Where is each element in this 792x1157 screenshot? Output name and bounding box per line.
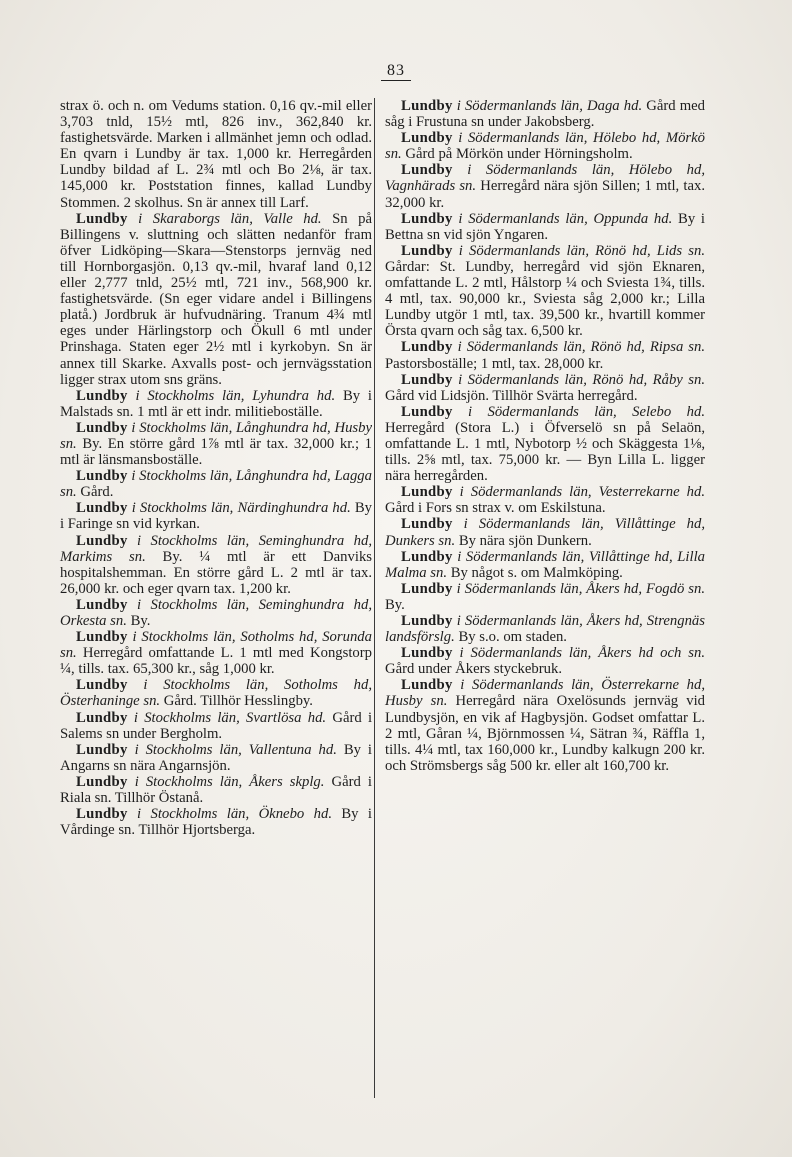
headword: Lundby — [76, 741, 128, 758]
headword: Lundby — [76, 387, 128, 404]
location: i Södermanlands län, Åkers hd, Strengnäs landsförslg. — [385, 613, 705, 646]
location: i Stockholms län, Lyhundra hd. — [135, 387, 336, 404]
location: i Södermanlands län, Oppunda hd. — [458, 210, 673, 227]
entry: Lundby i Skaraborgs län, Valle hd. Sn på Billingens v. sluttning och slätten nedanför fram öfver Lidköping—Skara—Stenstorps jernväg ned till Hornborgasjön. 0,13 qv.-mil, hvaraf land 0,12 eller 2,777 tnld, 25½ mtl, 721 inv., 568,900 kr. fastighetsvärde. (Sn eger vidare andel i Billingens platå.) Jordbruk är hufvudnäring. Tranum 4¾ mtl eges under Härlingstorp och Ökull 6 mtl under Prinshaga. Staten eger 2½ mtl i kyrkobyn. Sn är annex till Skarke. Axvalls post- och jernvägsstation ligger strax utom sns gräns. — [60, 210, 373, 388]
headword: Lundby — [76, 210, 128, 227]
location: i Stockholms län, Närdinghundra hd. — [131, 500, 351, 517]
entry: Lundby i Södermanlands län, Hölebo hd, Vagnhärads sn. Herregård nära sjön Sillen; 1 mtl, tax. 32,000 kr. — [385, 162, 706, 211]
entry: Lundby i Södermanlands län, Selebo hd. Herregård (Stora L.) i Öfverselö sn på Selaön, omfattande L. 1 mtl, Nybotorp ½ och Skäggesta 1⅛, tills. 2⅝ mtl, tax. 75,000 kr. — Byn Lilla L. ligger nära herregården. — [385, 403, 705, 485]
entry: Lundby i Stockholms län, Seminghundra hd, Orkesta sn. By. — [60, 596, 373, 629]
headword: Lundby — [401, 242, 453, 259]
entry: strax ö. och n. om Vedums station. 0,16 qv.-mil eller 3,703 tnld, 15½ mtl, 826 inv., 362,840 kr. fastighetsvärde. Marken i allmänhet jemn och odlad. En qvarn i Lundby är tax. 1,000 kr. Herregården Lundby bildad af L. 2¾ mtl och Bo 2⅛, är tax. 145,000 kr. Poststation finnes, kallad Lundby Stommen. 2 skolhus. Sn är annex till Larf. — [60, 98, 372, 211]
location: i Skaraborgs län, Valle hd. — [138, 210, 322, 227]
headword: Lundby — [401, 516, 453, 533]
location: i Södermanlands län, Österrekarne hd, Husby sn. — [385, 677, 705, 710]
entry: Lundby i Stockholms län, Vallentuna hd. By i Angarns sn nära Angarnsjön. — [60, 741, 372, 774]
headword: Lundby — [401, 130, 453, 147]
entry: Lundby i Stockholms län, Öknebo hd. By i Vårdinge sn. Tillhör Hjortsberga. — [60, 806, 372, 839]
headword: Lundby — [76, 677, 128, 694]
entry: Lundby i Stockholms län, Sotholms hd, Österhaninge sn. Gård. Tillhör Hesslingby. — [60, 677, 372, 710]
location: i Stockholms län, Svartlösa hd. — [133, 709, 327, 726]
page-number: 83 — [0, 62, 792, 80]
headword: Lundby — [76, 532, 128, 549]
entry: Lundby i Södermanlands län, Oppunda hd. By i Bettna sn vid sjön Yngaren. — [385, 210, 706, 243]
headword: Lundby — [76, 500, 128, 517]
entry: Lundby i Södermanlands län, Villåttinge hd, Lilla Malma sn. By något s. om Malmköping. — [385, 548, 706, 581]
entry: Lundby i Södermanlands län, Daga hd. Gård med såg i Frustuna sn under Jakobsberg. — [385, 98, 706, 131]
location: i Södermanlands län, Vesterrekarne hd. — [459, 484, 705, 501]
entry: Lundby i Stockholms län, Långhundra hd, Husby sn. By. En större gård 1⅞ mtl är tax. 32,000 kr.; 1 mtl är länsmansboställe. — [60, 419, 373, 469]
headword: Lundby — [76, 596, 128, 613]
entry: Lundby i Stockholms län, Sotholms hd, Sorunda sn. Herregård omfattande L. 1 mtl med Kongstorp ¼, tills. tax. 65,300 kr., såg 1,000 kr. — [60, 629, 373, 678]
entry: Lundby i Stockholms län, Åkers skplg. Gård i Riala sn. Tillhör Östanå. — [60, 773, 372, 807]
location: i Stockholms län, Långhundra hd, Husby sn. — [60, 419, 373, 452]
headword: Lundby — [401, 403, 453, 420]
location: i Södermanlands län, Rönö hd, Ripsa sn. — [457, 339, 706, 356]
headword: Lundby — [401, 677, 453, 694]
location: i Södermanlands län, Villåttinge hd, Lilla Malma sn. — [385, 548, 706, 581]
location: i Södermanlands län, Rönö hd, Lids sn. — [458, 242, 706, 259]
location: i Stockholms län, Öknebo hd. — [137, 806, 332, 823]
entry: Lundby i Stockholms län, Lyhundra hd. By i Malstads sn. 1 mtl är ett indr. militieboställe. — [60, 387, 372, 420]
location: i Stockholms län, Vallentuna hd. — [134, 741, 337, 758]
location: i Stockholms län, Åkers skplg. — [134, 773, 325, 790]
location: i Södermanlands län, Selebo hd. — [468, 403, 705, 420]
headword: Lundby — [401, 339, 453, 356]
headword: Lundby — [401, 162, 453, 179]
location: i Södermanlands län, Hölebo hd, Mörkö sn. — [385, 130, 705, 163]
location: i Södermanlands län, Åkers hd, Fogdö sn. — [456, 580, 706, 597]
location: i Södermanlands län, Villåttinge hd, Dunkers sn. — [385, 516, 706, 549]
headword: Lundby — [401, 580, 453, 597]
entry: Lundby i Stockholms län, Svartlösa hd. Gård i Salems sn under Bergholm. — [60, 709, 373, 742]
headword: Lundby — [401, 484, 453, 501]
headword: Lundby — [76, 806, 128, 823]
location: i Stockholms län, Sotholms hd, Österhaninge sn. — [60, 677, 372, 710]
headword: Lundby — [76, 629, 128, 646]
entry: Lundby i Södermanlands län, Åkers hd och sn. Gård under Åkers styckebruk. — [385, 645, 706, 678]
column-divider — [374, 98, 375, 1098]
entry: Lundby i Södermanlands län, Rönö hd, Råby sn. Gård vid Lidsjön. Tillhör Svärta herregård. — [385, 371, 706, 404]
right-column — [385, 98, 705, 774]
location: i Södermanlands län, Daga hd. — [456, 98, 643, 114]
headword: Lundby — [76, 709, 128, 726]
location: i Södermanlands län, Rönö hd, Råby sn. — [458, 371, 706, 388]
entry: Lundby i Stockholms län, Seminghundra hd, Markims sn. By. ¼ mtl är ett Danviks hospitalshemman. En större gård L. 2 mtl är tax. 26,000 kr. och eger qvarn tax. 1,200 kr. — [60, 532, 373, 597]
entry: Lundby i Södermanlands län, Rönö hd, Lids sn. Gårdar: St. Lundby, herregård vid sjön Eknaren, omfattande L. 2 mtl, Hålstorp ¼ och Sviesta 1¾, tills. 4 mtl, tax. 90,000 kr., Sviesta såg 2,000 kr.; Lilla Lundby utgör 1 mtl, tax. 39,500 kr., hvartill kommer Örsta qvarn och såg tax. 6,500 kr. — [385, 242, 706, 340]
location: i Stockholms län, Sotholms hd, Sorunda sn. — [60, 629, 372, 662]
location: i Stockholms län, Seminghundra hd, Markims sn. — [60, 532, 373, 565]
location: i Stockholms län, Seminghundra hd, Orkesta sn. — [60, 596, 373, 629]
location: i Stockholms län, Långhundra hd, Lagga sn. — [60, 468, 372, 501]
left-column — [60, 98, 372, 838]
headword: Lundby — [401, 645, 453, 662]
entry: Lundby i Södermanlands län, Åkers hd, Fogdö sn. By. — [385, 580, 706, 613]
entry: Lundby i Södermanlands län, Villåttinge hd, Dunkers sn. By nära sjön Dunkern. — [385, 516, 706, 549]
entry: Lundby i Stockholms län, Långhundra hd, Lagga sn. Gård. — [60, 468, 372, 501]
headword: Lundby — [76, 773, 128, 790]
entry: Lundby i Södermanlands län, Hölebo hd, Mörkö sn. Gård på Mörkön under Hörningsholm. — [385, 130, 705, 163]
headword: Lundby — [76, 419, 128, 436]
entry: Lundby i Stockholms län, Närdinghundra hd. By i Faringe sn vid kyrkan. — [60, 500, 373, 533]
entry: Lundby i Södermanlands län, Rönö hd, Ripsa sn. Pastorsboställe; 1 mtl, tax. 28,000 kr. — [385, 339, 706, 372]
entry: Lundby i Södermanlands län, Vesterrekarne hd. Gård i Fors sn strax v. om Eskilstuna. — [385, 484, 705, 517]
entry: Lundby i Södermanlands län, Åkers hd, Strengnäs landsförslg. By s.o. om staden. — [385, 613, 705, 646]
headword: Lundby — [401, 548, 453, 565]
location: i Södermanlands län, Åkers hd och sn. — [459, 645, 706, 662]
headword: Lundby — [76, 468, 128, 485]
headword: Lundby — [401, 613, 453, 629]
headword: Lundby — [401, 98, 453, 114]
entry: Lundby i Södermanlands län, Österrekarne hd, Husby sn. Herregård nära Oxelösunds jernväg vid Lundbysjön, en vik af Hagbysjön. Godset omfattar L. 2 mtl, Gåran ¼, Björnmossen ¼, Sätran ¾, Räffla 1, tills. 4¼ mtl, tax 160,000 kr., Lundby kalkugn 200 kr. och Strömsbergs såg 500 kr. eller alt 160,700 kr. — [385, 677, 706, 774]
location: i Södermanlands län, Hölebo hd, Vagnhärads sn. — [385, 162, 705, 195]
headword: Lundby — [401, 371, 453, 388]
headword: Lundby — [401, 210, 453, 227]
